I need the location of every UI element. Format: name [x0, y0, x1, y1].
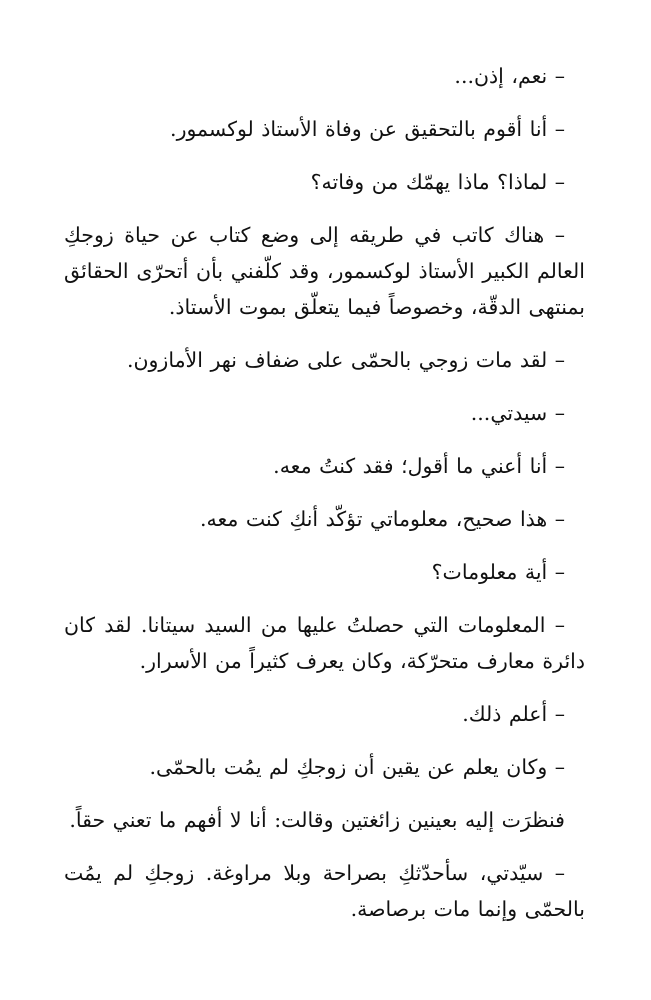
- paragraph: – هناك كاتب في طريقه إلى وضع كتاب عن حياة زوجكِ العالم الكبير الأستاذ لوكسمور، وقد كلّفني بأن أتحرّى الحقائق بمنتهى الدقّة، وخصوصاً فيما يتعلّق بموت الأستاذ.: [64, 223, 585, 319]
- paragraph: فنظرَت إليه بعينين زائغتين وقالت: أنا لا أفهم ما تعني حقاً.: [69, 808, 565, 832]
- paragraph: – المعلومات التي حصلتُ عليها من السيد سيتانا. لقد كان دائرة معارف متحرّكة، وكان يعرف كثيراً من الأسرار.: [64, 613, 585, 673]
- paragraph: – أنا أقوم بالتحقيق عن وفاة الأستاذ لوكسمور.: [170, 117, 565, 141]
- paragraph: – نعم، إذن...: [454, 64, 565, 88]
- paragraph: – سيّدتي، سأحدّثكِ بصراحة وبلا مراوغة. زوجكِ لم يمُت بالحمّى وإنما مات برصاصة.: [64, 861, 585, 921]
- paragraph: – أعلم ذلك.: [462, 702, 565, 726]
- paragraph: – لقد مات زوجي بالحمّى على ضفاف نهر الأمازون.: [126, 348, 565, 372]
- paragraph: – سيدتي...: [470, 401, 565, 425]
- paragraph: – أنا أعني ما أقول؛ فقد كنتُ معه.: [273, 454, 565, 478]
- paragraph: – هذا صحيح، معلوماتي تؤكّد أنكِ كنت معه.: [199, 507, 565, 531]
- paragraph: – لماذا؟ ماذا يهمّك من وفاته؟: [310, 170, 565, 194]
- paragraph: – وكان يعلم عن يقين أن زوجكِ لم يمُت بالحمّى.: [149, 755, 565, 779]
- paragraph: – أية معلومات؟: [431, 560, 565, 584]
- book-page: [64, 58, 585, 980]
